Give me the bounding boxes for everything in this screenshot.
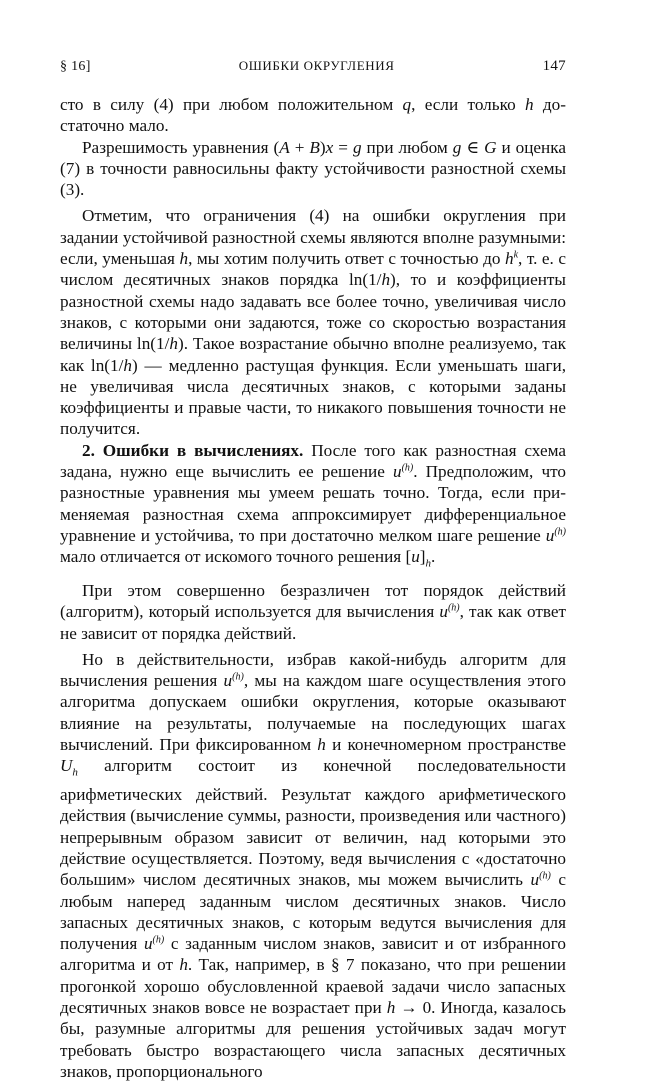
- paragraph: Разрешимость уравнения (A + B)x = g при любом g ∈ G и оценка (7) в точности равносильны факту устойчивости разностной схемы (3).: [60, 137, 566, 200]
- running-title: ОШИБКИ ОКРУГЛЕНИЯ: [238, 58, 395, 73]
- math-symbol: u: [392, 462, 402, 482]
- math-symbol: h: [317, 735, 326, 755]
- paragraph: 2. Ошибки в вычислениях. После того как разностная схема задана, нужно еще вычислить ее решение $u^{(h)}$. Предположим, что разностные уравнения мы умеем решать точно. Тогда, если применяемая разностная схема аппроксимирует дифференциальное уравнение и устойчива, то при достаточно мелком шаге решение $u^{(h)}$ мало отличается от искомого точного решения $[u]_h$.: [60, 440, 566, 570]
- body-text: [60, 94, 566, 1082]
- section-mark: § 16]: [60, 59, 91, 74]
- superscript: (h): [539, 870, 551, 882]
- math-symbol: u: [439, 602, 448, 622]
- math-symbol: u: [223, 671, 233, 691]
- math-symbol: G: [484, 137, 497, 157]
- superscript: k: [513, 249, 519, 261]
- math-symbol: h: [179, 955, 188, 975]
- superscript: (h): [554, 526, 566, 538]
- math-symbol: u: [411, 547, 420, 567]
- math-symbol: x: [325, 137, 334, 157]
- paragraph: Но в действительности, избрав какой-нибудь алгоритм для вычисления решения $u^{(h)}$, мы на каждом шаге осуществления этого алгоритма допускаем ошибки округления, которые оказывают влияние на результаты, получаемые на последующих шагах вычислений. При фиксированном h и конечномерном пространстве $U_h$ алгоритм состоит из конечной последовательности арифметических действий. Результат каждого арифметического действия (вычисление суммы, разности, произведения или частного) непрерывным образом зависит от величин, над которыми это действие осуществляется. Поэтому, ведя вычисления с «достаточно большим» числом десятичных знаков, мы можем вычислить $u^{(h)}$ с любым наперед заданным числом десятичных знаков. Число запасных десятичных знаков, с которым ведутся вычисления для получения $u^{(h)}$ с заданным числом знаков, зависит и от избранного алгоритма и от h. Так, например, в § 7 показано, что при решении прогонкой хорошо обусловленной краевой задачи число запасных десятичных знаков вовсе не возрастает при h → 0. Иногда, казалось бы, разумные алгоритмы для решения устойчивых задач могут требовать быстро возрастающего числа запасных десятичных знаков, пропорционального: [60, 649, 567, 1081]
- math-symbol: h: [169, 334, 178, 354]
- subscript: h: [72, 766, 78, 779]
- math-symbol: B: [309, 137, 320, 157]
- math-symbol: g: [352, 137, 362, 157]
- math-symbol: q: [402, 95, 412, 114]
- superscript: (h): [232, 671, 244, 683]
- superscript: (h): [447, 602, 460, 614]
- page-number: 147: [542, 58, 566, 74]
- math-symbol: A: [279, 137, 290, 157]
- paragraph: сто в силу (4) при любом положительном q, если только h достаточно мало.: [60, 95, 566, 136]
- paragraph: Отметим, что ограничения (4) на ошибки округления при задании устойчивой разностной схемы являются вполне разумными: если, уменьшая h, мы хотим получить ответ с точностью до $h^k$, т. е. с числом десятичных знаков порядка ln(1/h), то и коэффициенты разностной схемы надо задавать все более точно, увеличивая число знаков, с которыми они задаются, тоже со скоростью возрастания величины ln(1/h). Такое возрастание обычно вполне реализуемо, так как ln(1/h) — медленно растущая функция. Если уменьшать шаги, не увеличивая числа десятичных знаков, с которыми заданы коэффициенты и правые части, то никакого повышения точности не получится.: [60, 206, 567, 439]
- superscript: (h): [152, 934, 165, 946]
- math-symbol: u: [143, 934, 153, 954]
- superscript: (h): [401, 462, 414, 474]
- math-symbol: u: [530, 870, 540, 890]
- math-symbol: h: [123, 355, 132, 375]
- math-symbol: u: [545, 525, 555, 545]
- math-symbol: h: [525, 95, 534, 114]
- paragraph: При этом совершенно безразличен тот порядок действий (алгоритм), который используется для вычисления $u^{(h)}$, так как ответ не зависит от порядка действий.: [60, 580, 566, 643]
- running-header: [60, 58, 566, 84]
- subsection-heading: 2. Ошибки в вычислениях.: [82, 440, 304, 460]
- math-symbol: h: [381, 270, 391, 290]
- subscript: h: [425, 557, 432, 570]
- math-symbol: U: [60, 756, 73, 776]
- math-symbol: h: [179, 249, 189, 269]
- math-symbol: h: [505, 249, 514, 269]
- math-symbol: h: [386, 998, 396, 1018]
- math-symbol: g: [452, 137, 462, 157]
